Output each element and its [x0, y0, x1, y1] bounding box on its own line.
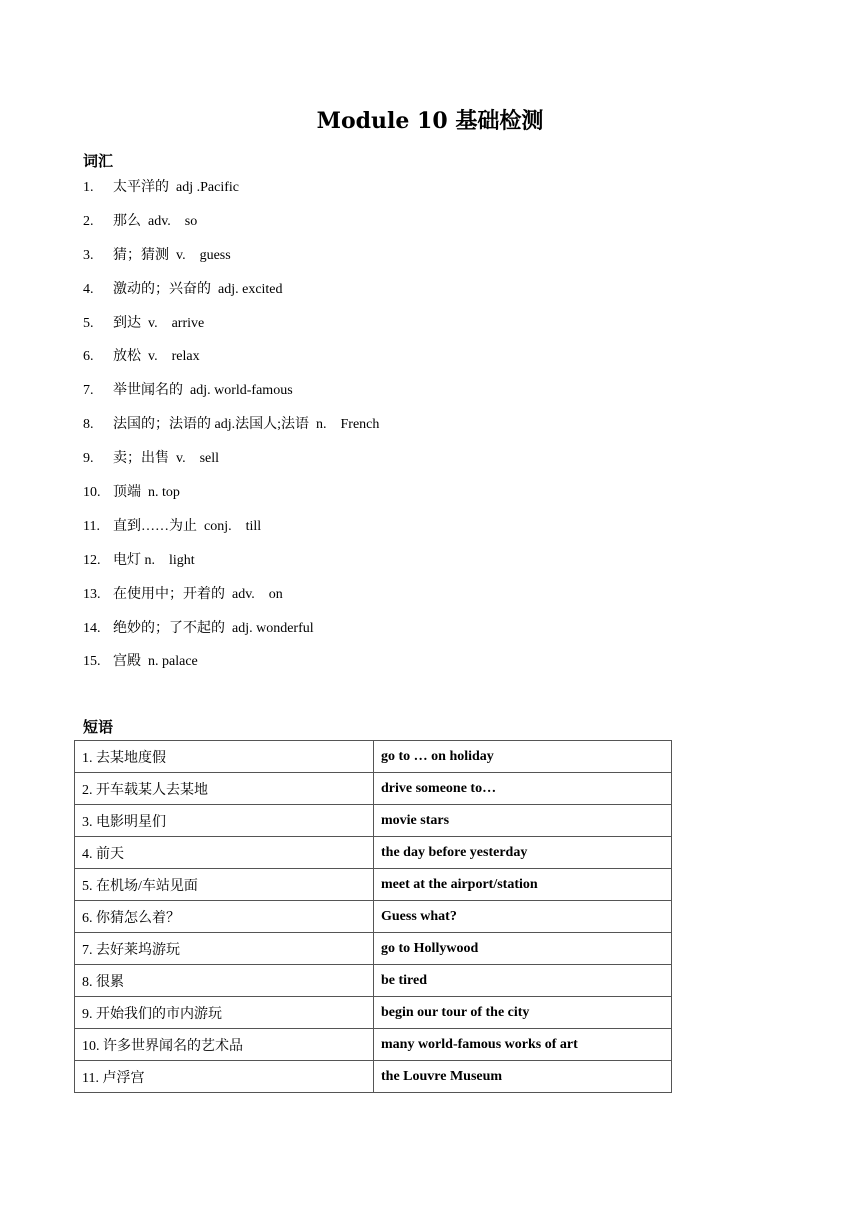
phrase-chinese: 2. 开车载某人去某地 [75, 773, 374, 805]
table-row [75, 1029, 672, 1061]
phrase-chinese: 9. 开始我们的市内游玩 [75, 997, 374, 1029]
vocab-number: 13. [83, 586, 101, 602]
phrase-english: go to Hollywood [374, 933, 672, 965]
vocab-text: 直到……为止 conj. till [113, 518, 262, 534]
vocab-item [83, 212, 379, 246]
vocab-item [83, 314, 379, 348]
phrase-english: movie stars [374, 805, 672, 837]
vocab-item [83, 551, 379, 585]
phrase-english: Guess what? [374, 901, 672, 933]
vocab-item [83, 347, 379, 381]
vocab-item [83, 381, 379, 415]
vocab-number: 3. [83, 247, 94, 263]
phrase-chinese: 11. 卢浮宫 [75, 1061, 374, 1093]
vocab-number: 7. [83, 383, 94, 399]
phrase-heading: 短语 [83, 718, 114, 736]
phrase-chinese: 7. 去好莱坞游玩 [75, 933, 374, 965]
vocab-number: 12. [83, 552, 101, 568]
vocab-number: 15. [83, 654, 101, 670]
vocab-text: 宫殿 n. palace [113, 654, 198, 670]
vocab-text: 电灯 n. light [113, 552, 195, 568]
phrase-english: the day before yesterday [374, 837, 672, 869]
phrase-english: drive someone to… [374, 773, 672, 805]
table-row [75, 869, 672, 901]
table-row [75, 965, 672, 997]
vocab-text: 卖；出售 v. sell [113, 451, 220, 467]
table-row [75, 1061, 672, 1093]
table-row [75, 901, 672, 933]
phrase-english: the Louvre Museum [374, 1061, 672, 1093]
phrase-chinese: 4. 前天 [75, 837, 374, 869]
vocab-text: 举世闻名的 adj. world-famous [113, 383, 293, 399]
vocab-item [83, 517, 379, 551]
vocab-number: 14. [83, 620, 101, 636]
vocab-number: 8. [83, 417, 94, 433]
vocab-heading: 词汇 [83, 152, 114, 170]
vocab-text: 法国的；法语的 adj.法国人;法语 n. French [113, 417, 380, 433]
vocab-text: 猜；猜测 v. guess [113, 247, 231, 263]
phrase-english: meet at the airport/station [374, 869, 672, 901]
table-row [75, 997, 672, 1029]
vocab-number: 1. [83, 180, 94, 195]
table-row [75, 741, 672, 773]
vocab-item [83, 585, 379, 619]
vocab-number: 6. [83, 349, 94, 365]
vocab-text: 在使用中；开着的 adv. on [113, 586, 283, 602]
phrase-english: many world-famous works of art [374, 1029, 672, 1061]
vocab-text: 太平洋的 adj .Pacific [113, 180, 239, 195]
table-row [75, 773, 672, 805]
page-title: Module 10 基础检测 [316, 108, 544, 134]
vocab-item [83, 280, 379, 314]
phrase-english: be tired [374, 965, 672, 997]
vocab-number: 10. [83, 485, 101, 501]
vocab-text: 到达 v. arrive [113, 315, 205, 331]
phrase-english: begin our tour of the city [374, 997, 672, 1029]
vocab-number: 9. [83, 451, 94, 467]
phrase-chinese: 8. 很累 [75, 965, 374, 997]
phrase-table [74, 740, 672, 1093]
table-row [75, 837, 672, 869]
vocab-text: 绝妙的；了不起的 adj. wonderful [113, 620, 314, 636]
vocab-item [83, 178, 379, 212]
phrase-chinese: 3. 电影明星们 [75, 805, 374, 837]
vocab-item [83, 415, 379, 449]
vocab-number: 4. [83, 281, 94, 297]
vocab-text: 顶端 n. top [113, 485, 180, 501]
phrase-chinese: 5. 在机场/车站见面 [75, 869, 374, 901]
vocab-item [83, 449, 379, 483]
phrase-chinese: 10. 许多世界闻名的艺术品 [75, 1029, 374, 1061]
vocab-list [83, 178, 379, 686]
vocab-text: 那么 adv. so [113, 213, 198, 229]
table-row [75, 805, 672, 837]
vocab-item [83, 652, 379, 686]
table-row [75, 933, 672, 965]
vocab-number: 5. [83, 315, 94, 331]
vocab-item [83, 483, 379, 517]
phrase-english: go to … on holiday [374, 741, 672, 773]
vocab-text: 放松 v. relax [113, 349, 200, 365]
vocab-number: 11. [83, 518, 100, 534]
vocab-item [83, 619, 379, 653]
vocab-number: 2. [83, 213, 94, 229]
phrase-chinese: 6. 你猜怎么着？ [75, 901, 374, 933]
phrase-chinese: 1. 去某地度假 [75, 741, 374, 773]
vocab-text: 激动的；兴奋的 adj. excited [113, 281, 283, 297]
vocab-item [83, 246, 379, 280]
